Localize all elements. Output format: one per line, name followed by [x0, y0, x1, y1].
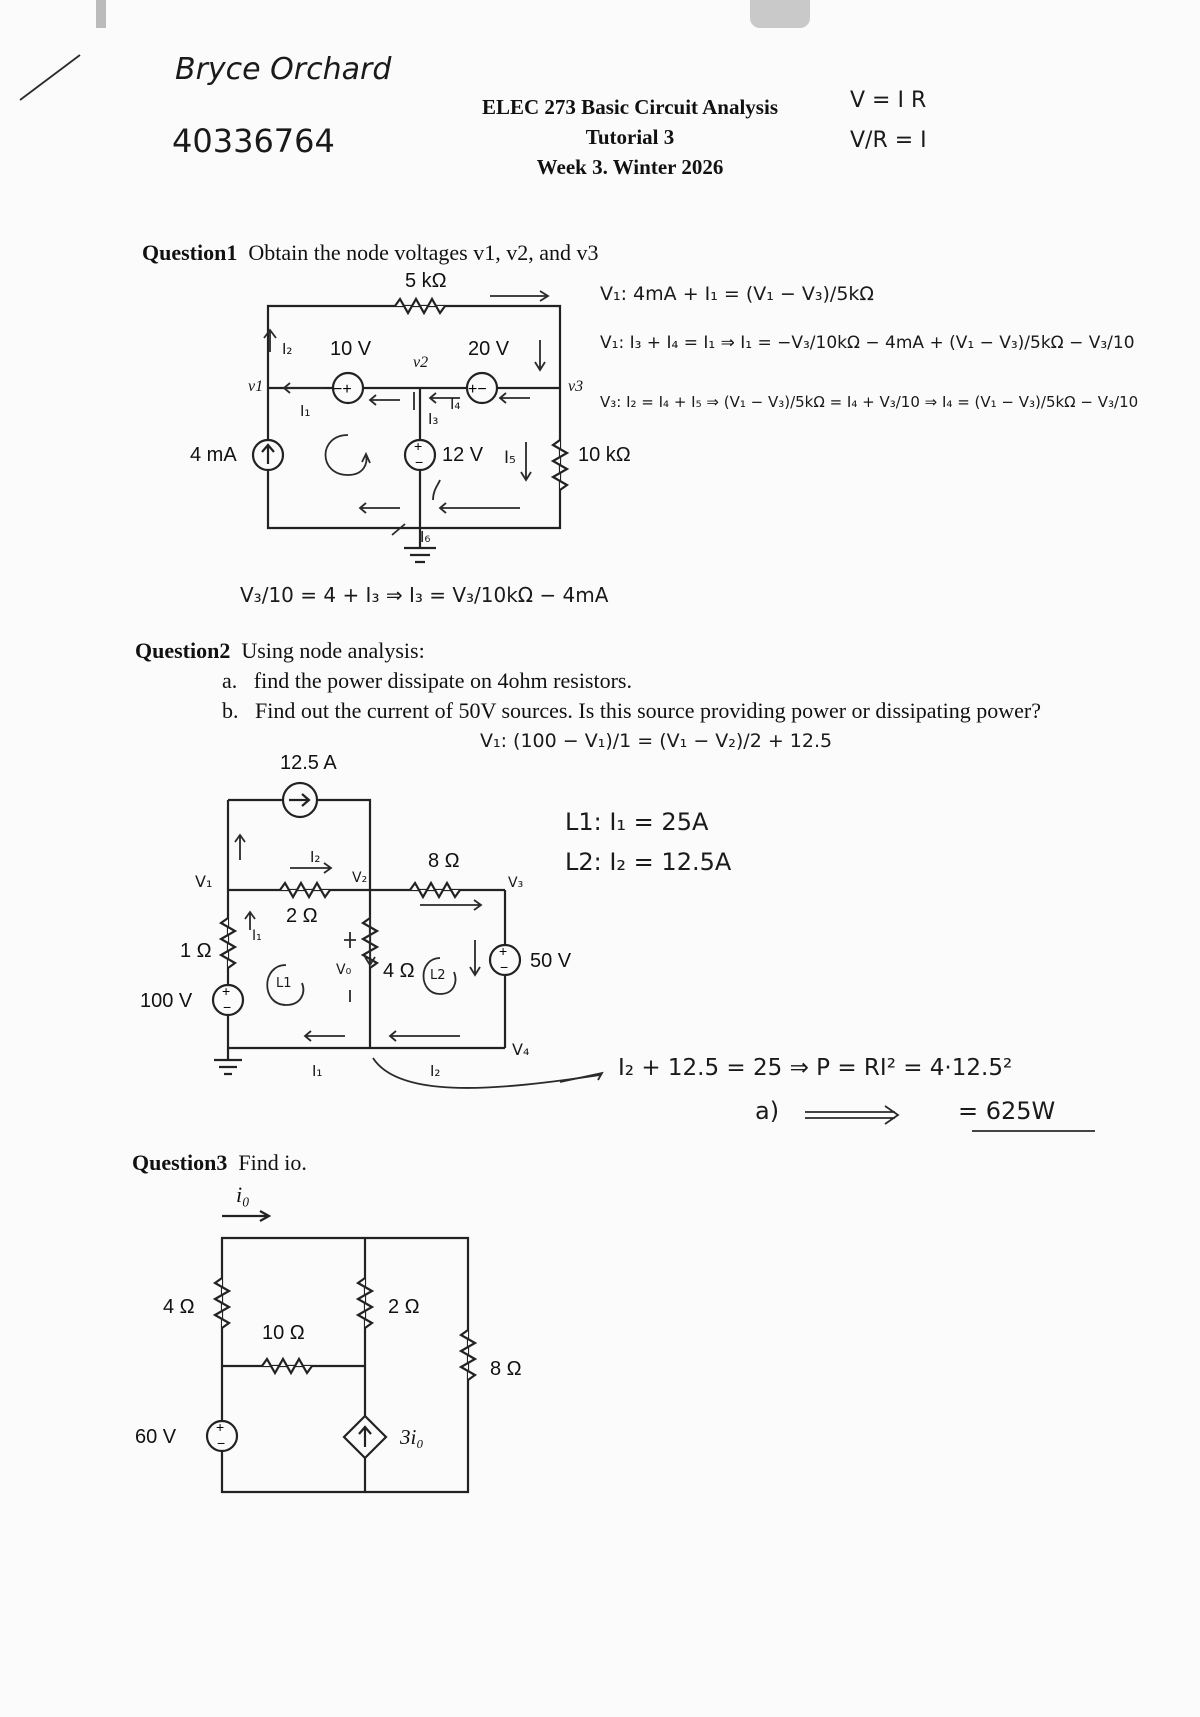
- q3-4ohm-label: 4 Ω: [163, 1296, 195, 1318]
- q1-equation-4: V₃/10 = 4 + I₃ ⇒ I₃ = V₃/10kΩ − 4mA: [240, 583, 609, 607]
- q2-4ohm-label: 4 Ω: [383, 960, 415, 982]
- q1-node-v2: v2: [413, 354, 429, 371]
- q2-branch-i2: I₂: [310, 848, 321, 866]
- ohm-law-note: V = I R: [850, 88, 927, 113]
- q1-current-i3: I₃: [428, 410, 439, 428]
- q1-12v-label: 12 V: [442, 444, 484, 466]
- q1-5k-label: 5 kΩ: [405, 270, 447, 292]
- q2-node-v4: V₄: [512, 1040, 530, 1059]
- q2-loop-1: L1: [276, 976, 292, 991]
- q1-equation-3: V₃: I₂ = I₄ + I₅ ⇒ (V₁ − V₃)/5kΩ = I₄ + V₃/10 ⇒ I₄ = (V₁ − V₃)/5kΩ − V₃/10: [600, 393, 1139, 411]
- q1-prompt: Obtain the node voltages v1, v2, and v3: [248, 240, 599, 265]
- q2-12-5a-label: 12.5 A: [280, 752, 337, 774]
- q3-60v-label: 60 V: [135, 1426, 177, 1448]
- ohm-law-note-2: V/R = I: [850, 128, 927, 153]
- q2-node-equation: V₁: (100 − V₁)/1 = (V₁ − V₂)/2 + 12.5: [480, 730, 833, 752]
- q2-answer: = 625W: [958, 1097, 1056, 1125]
- q2-title: Question2: [135, 638, 231, 663]
- q2-answer-label: a): [755, 1097, 780, 1125]
- q1-current-i1: I₁: [300, 402, 311, 420]
- q1-20v-label: 20 V: [468, 338, 510, 360]
- q2-power-calc: I₂ + 12.5 = 25 ⇒ P = RI² = 4·12.5²: [618, 1055, 1013, 1081]
- svg-text:+: +: [216, 1419, 225, 1435]
- q2-node-v3: V₃: [508, 875, 524, 891]
- q1-current-i2: I₂: [282, 340, 293, 358]
- q1-node-v1: v1: [248, 378, 264, 395]
- svg-text:−: −: [223, 999, 232, 1015]
- q2-loop-2: L2: [430, 968, 446, 983]
- q2-item-b-marker: b.: [222, 698, 239, 723]
- svg-text:+: +: [414, 438, 423, 454]
- q1-10v-label: 10 V: [330, 338, 372, 360]
- q2-node-v1: V₁: [195, 872, 213, 891]
- svg-text:+−: +−: [468, 381, 487, 398]
- q1-equation-1: V₁: 4mA + I₁ = (V₁ − V₃)/5kΩ: [600, 283, 874, 305]
- svg-text:+: +: [222, 983, 231, 999]
- q2-item-a-marker: a.: [222, 668, 238, 693]
- q1-title: Question1: [142, 240, 238, 265]
- q2-item-b-text: Find out the current of 50V sources. Is this source providing power or dissipating power?: [255, 698, 1041, 723]
- q1-node-v3: v3: [568, 378, 584, 395]
- q3-10ohm-label: 10 Ω: [262, 1322, 305, 1344]
- q3-8ohm-label: 8 Ω: [490, 1358, 522, 1380]
- q2-loop1-current: L1: I₁ = 25A: [565, 808, 709, 836]
- q2-bottom-i2: I₂: [430, 1062, 441, 1080]
- course-title: ELEC 273 Basic Circuit Analysis: [482, 95, 778, 119]
- q1-current-i5: I₅: [504, 448, 516, 468]
- q3-dependent-label: 3i₀: [400, 1425, 424, 1449]
- tutorial-number: Tutorial 3: [585, 125, 675, 149]
- q3-title: Question3: [132, 1150, 228, 1175]
- q2-1ohm-label: 1 Ω: [180, 940, 212, 962]
- q2-100v-label: 100 V: [140, 990, 193, 1012]
- q2-item-a-text: find the power dissipate on 4ohm resistors.: [253, 668, 632, 693]
- q1-equation-2: V₁: I₃ + I₄ = I₁ ⇒ I₁ = −V₃/10kΩ − 4mA + (V₁ − V₃)/5kΩ − V₃/10: [600, 333, 1135, 353]
- q1-current-i6: I₆: [420, 528, 431, 546]
- svg-text:−: −: [500, 959, 509, 975]
- q2-50v-label: 50 V: [530, 950, 572, 972]
- q3-prompt: Find io.: [238, 1150, 307, 1175]
- q3-io-label: i₀: [236, 1182, 250, 1207]
- q2-2ohm-label: 2 Ω: [286, 905, 318, 927]
- week-term: Week 3. Winter 2026: [536, 155, 724, 179]
- student-name: Bryce Orchard: [175, 52, 392, 87]
- svg-text:+: +: [499, 943, 508, 959]
- q2-bottom-i1: I₁: [312, 1062, 323, 1080]
- q1-10k-label: 10 kΩ: [578, 444, 631, 466]
- q2-prompt: Using node analysis:: [241, 638, 425, 663]
- svg-text:−+: −+: [333, 381, 352, 398]
- q2-8ohm-label: 8 Ω: [428, 850, 460, 872]
- q2-branch-i1: I₁: [252, 928, 262, 944]
- q2-node-v2: V₂: [352, 870, 368, 886]
- svg-text:−: −: [217, 1435, 226, 1451]
- student-id: 40336764: [172, 122, 335, 160]
- svg-text:−: −: [415, 454, 424, 470]
- q2-node-vo: V₀: [336, 962, 352, 978]
- q1-4ma-label: 4 mA: [190, 444, 237, 466]
- q1-current-i4: I₄: [450, 395, 461, 413]
- q3-2ohm-label: 2 Ω: [388, 1296, 420, 1318]
- q2-loop2-current: L2: I₂ = 12.5A: [565, 848, 732, 876]
